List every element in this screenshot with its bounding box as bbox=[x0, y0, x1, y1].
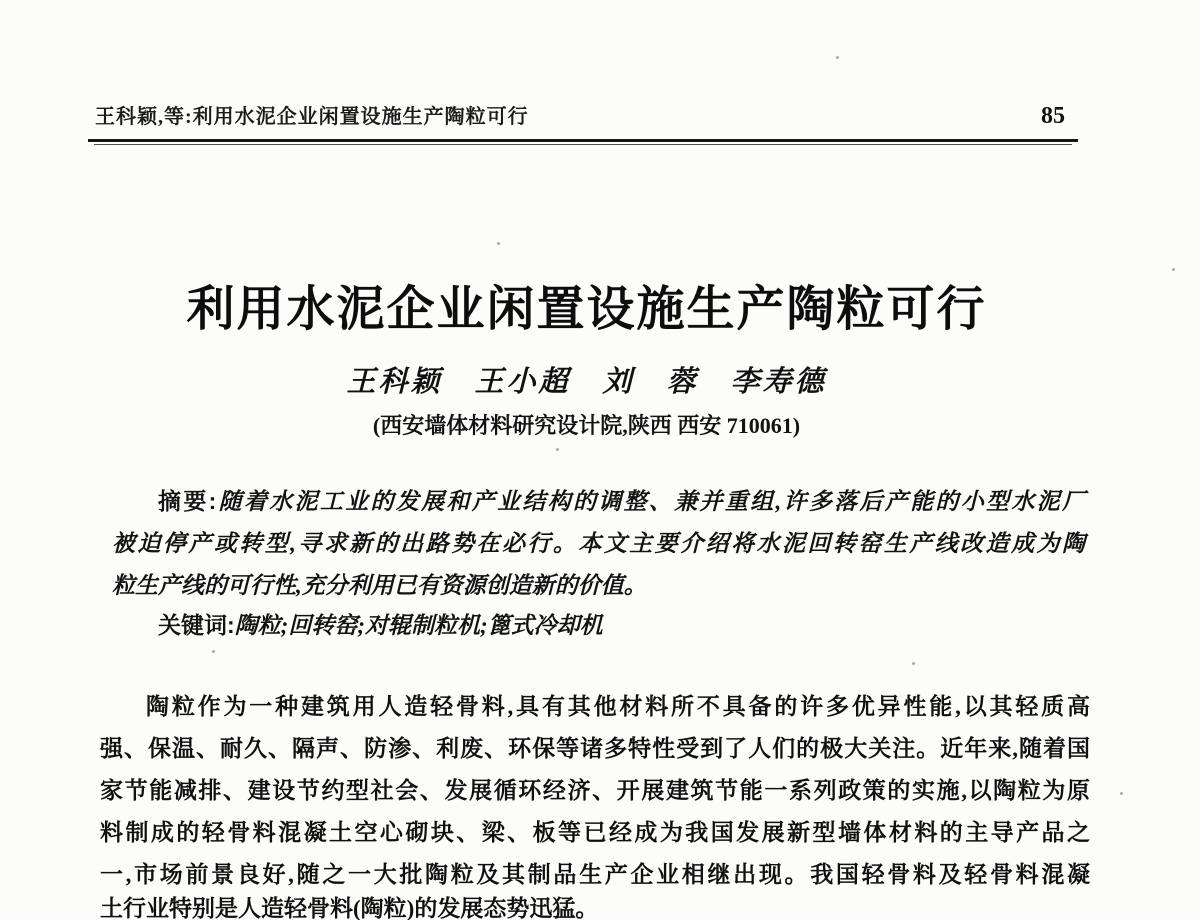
scan-speckle bbox=[1172, 268, 1175, 271]
body-line: 家节能减排、建设节约型社会、发展循环经济、开展建筑节能一系列政策的实施,以陶粒为原 bbox=[100, 778, 1090, 803]
authors-line: 王科颖 王小超 刘 蓉 李寿德 bbox=[346, 366, 827, 398]
abstract-text: 随着水泥工业的发展和产业结构的调整、兼并重组,许多落后产能的小型水泥厂 bbox=[216, 489, 1085, 514]
running-title: 王科颖,等:利用水泥企业闲置设施生产陶粒可行 bbox=[95, 106, 529, 128]
page-number: 85 bbox=[1041, 103, 1065, 129]
scan-speckle bbox=[556, 448, 559, 451]
body-line: 强、保温、耐久、隔声、防渗、利废、环保等诸多特性受到了人们的极大关注。近年来,随着国 bbox=[100, 736, 1090, 761]
abstract-block bbox=[112, 480, 1085, 607]
body-line: 土行业特别是人造轻骨料(陶粒)的发展态势迅猛。 bbox=[100, 896, 599, 920]
keywords-line bbox=[112, 604, 1085, 647]
body-line: 一,市场前景良好,随之一大批陶粒及其制品生产企业相继出现。我国轻骨料及轻骨料混凝 bbox=[100, 862, 1090, 887]
running-header bbox=[95, 100, 1065, 130]
keywords-content: 陶粒;回转窑;对辊制粒机;篦式冷却机 bbox=[234, 613, 603, 638]
scan-speckle bbox=[497, 242, 500, 245]
body-line: 陶粒作为一种建筑用人造轻骨料,具有其他材料所不具备的许多优异性能,以其轻质高 bbox=[146, 694, 1090, 719]
affiliation-line: (西安墙体材料研究设计院,陕西 西安 710061) bbox=[372, 413, 801, 438]
article-title: 利用水泥企业闲置设施生产陶粒可行 bbox=[186, 283, 987, 337]
scan-speckle bbox=[912, 662, 915, 665]
body-line: 料制成的轻骨料混凝土空心砌块、梁、板等已经成为我国发展新型墙体材料的主导产品之 bbox=[100, 820, 1090, 845]
body-paragraph bbox=[100, 686, 1090, 920]
keywords-label: 关键词: bbox=[158, 612, 235, 638]
abstract-line bbox=[112, 480, 1085, 523]
abstract-line: 粒生产线的可行性,充分利用已有资源创造新的价值。 bbox=[112, 573, 647, 598]
header-rule bbox=[88, 139, 1078, 142]
scan-speckle bbox=[836, 56, 839, 59]
scan-speckle bbox=[212, 650, 215, 653]
abstract-line: 被迫停产或转型,寻求新的出路势在必行。本文主要介绍将水泥回转窑生产线改造成为陶 bbox=[112, 531, 1085, 556]
scan-speckle bbox=[1120, 792, 1123, 795]
abstract-label: 摘要: bbox=[158, 488, 217, 514]
